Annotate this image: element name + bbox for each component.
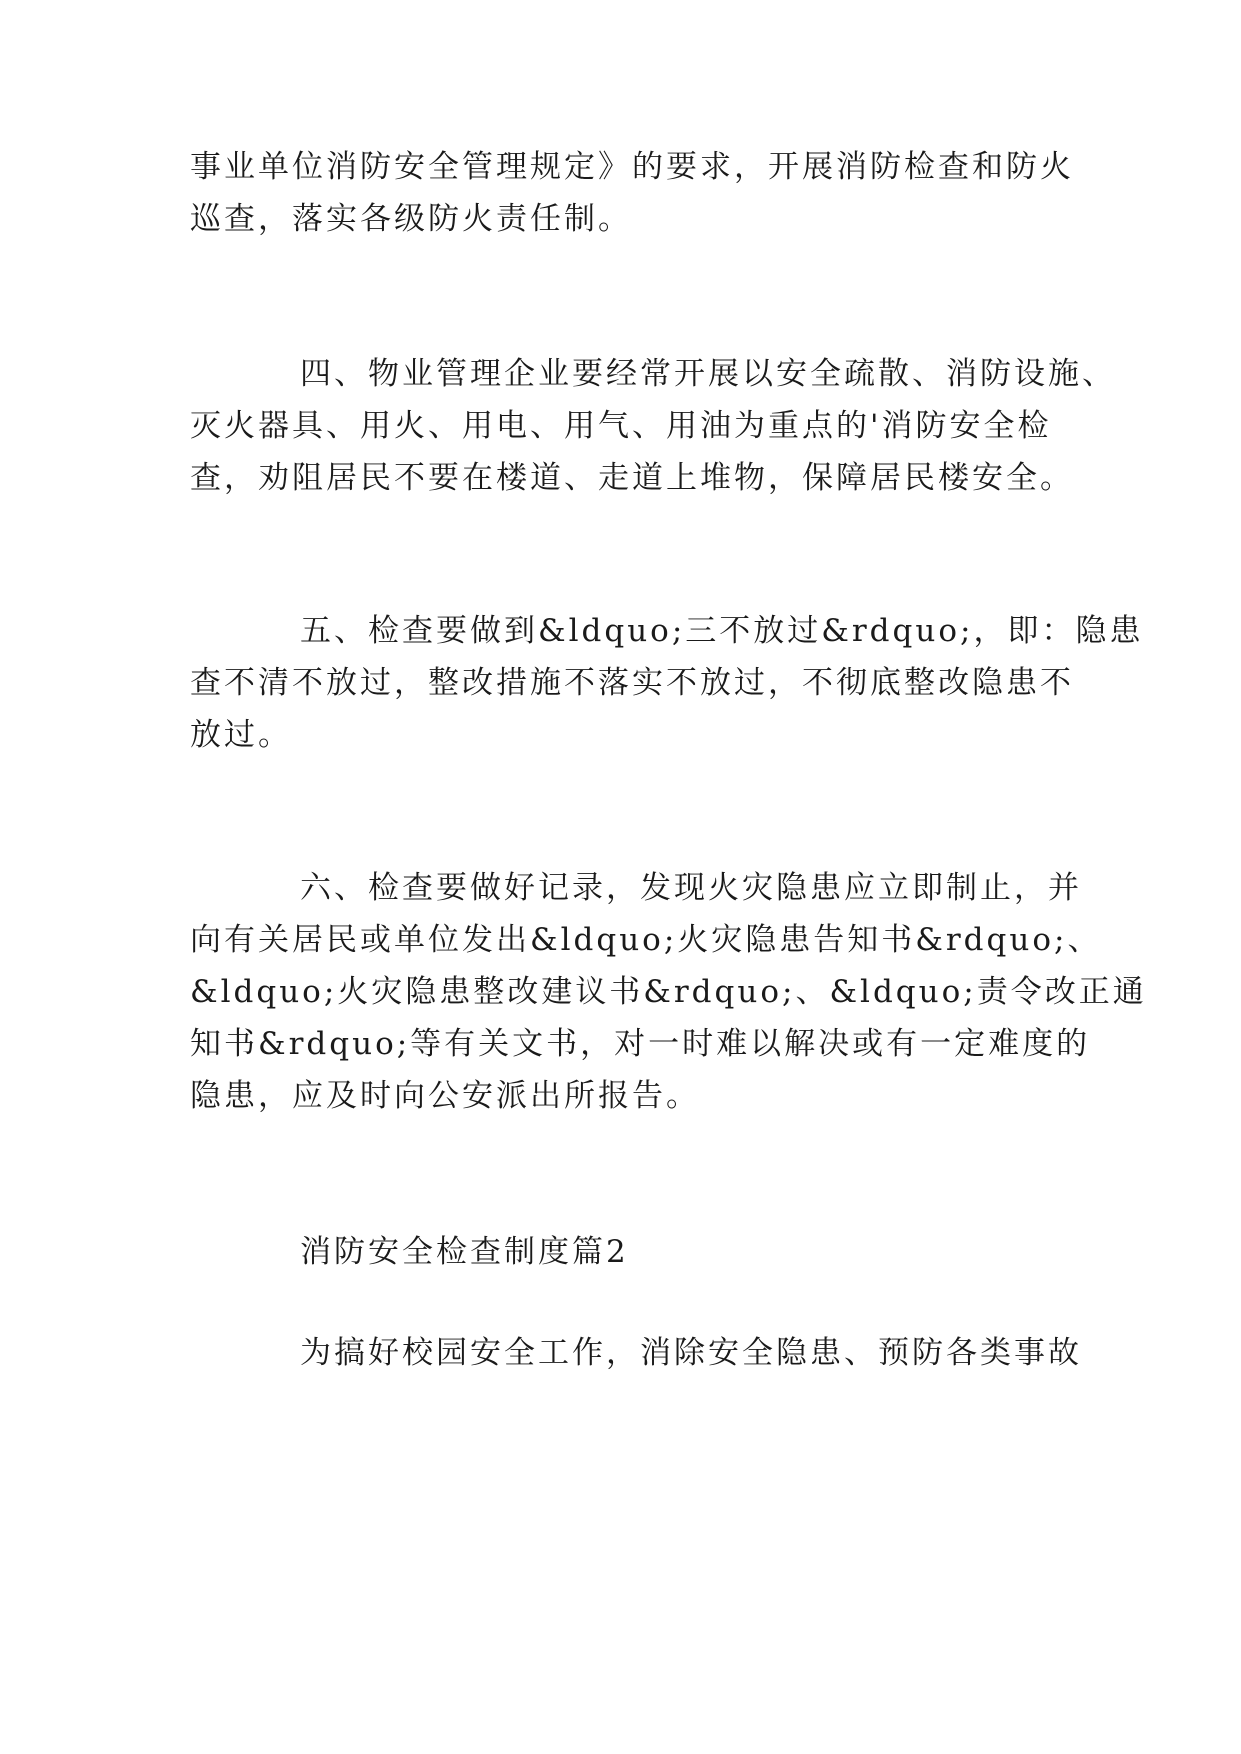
paragraph-line: 事业单位消防安全管理规定》的要求，开展消防检查和防火 (190, 149, 1074, 185)
paragraph-line: 知书&rdquo;等有关文书，对一时难以解决或有一定难度的 (190, 1026, 1091, 1062)
paragraph-line: 隐患，应及时向公安派出所报告。 (190, 1078, 700, 1114)
paragraph-line: 查，劝阻居民不要在楼道、走道上堆物，保障居民楼安全。 (190, 460, 1074, 496)
paragraph-line: &ldquo;火灾隐患整改建议书&rdquo;、&ldquo;责令改正通 (190, 974, 1147, 1010)
paragraph-line: 六、检查要做好记录，发现火灾隐患应立即制止，并 (300, 870, 1082, 906)
paragraph-line: 向有关居民或单位发出&ldquo;火灾隐患告知书&rdquo;、 (190, 922, 1102, 958)
paragraph-line: 查不清不放过，整改措施不落实不放过，不彻底整改隐患不 (190, 665, 1074, 701)
paragraph-line: 四、物业管理企业要经常开展以安全疏散、消防设施、 (300, 356, 1116, 392)
section-heading: 消防安全检查制度篇2 (300, 1234, 629, 1270)
paragraph-line: 为搞好校园安全工作，消除安全隐患、预防各类事故 (300, 1335, 1082, 1371)
paragraph-line: 放过。 (190, 717, 292, 753)
paragraph-line: 灭火器具、用火、用电、用气、用油为重点的'消防安全检 (190, 408, 1052, 444)
paragraph-line: 五、检查要做到&ldquo;三不放过&rdquo;，即：隐患 (300, 613, 1144, 649)
paragraph-line: 巡查，落实各级防火责任制。 (190, 201, 632, 237)
